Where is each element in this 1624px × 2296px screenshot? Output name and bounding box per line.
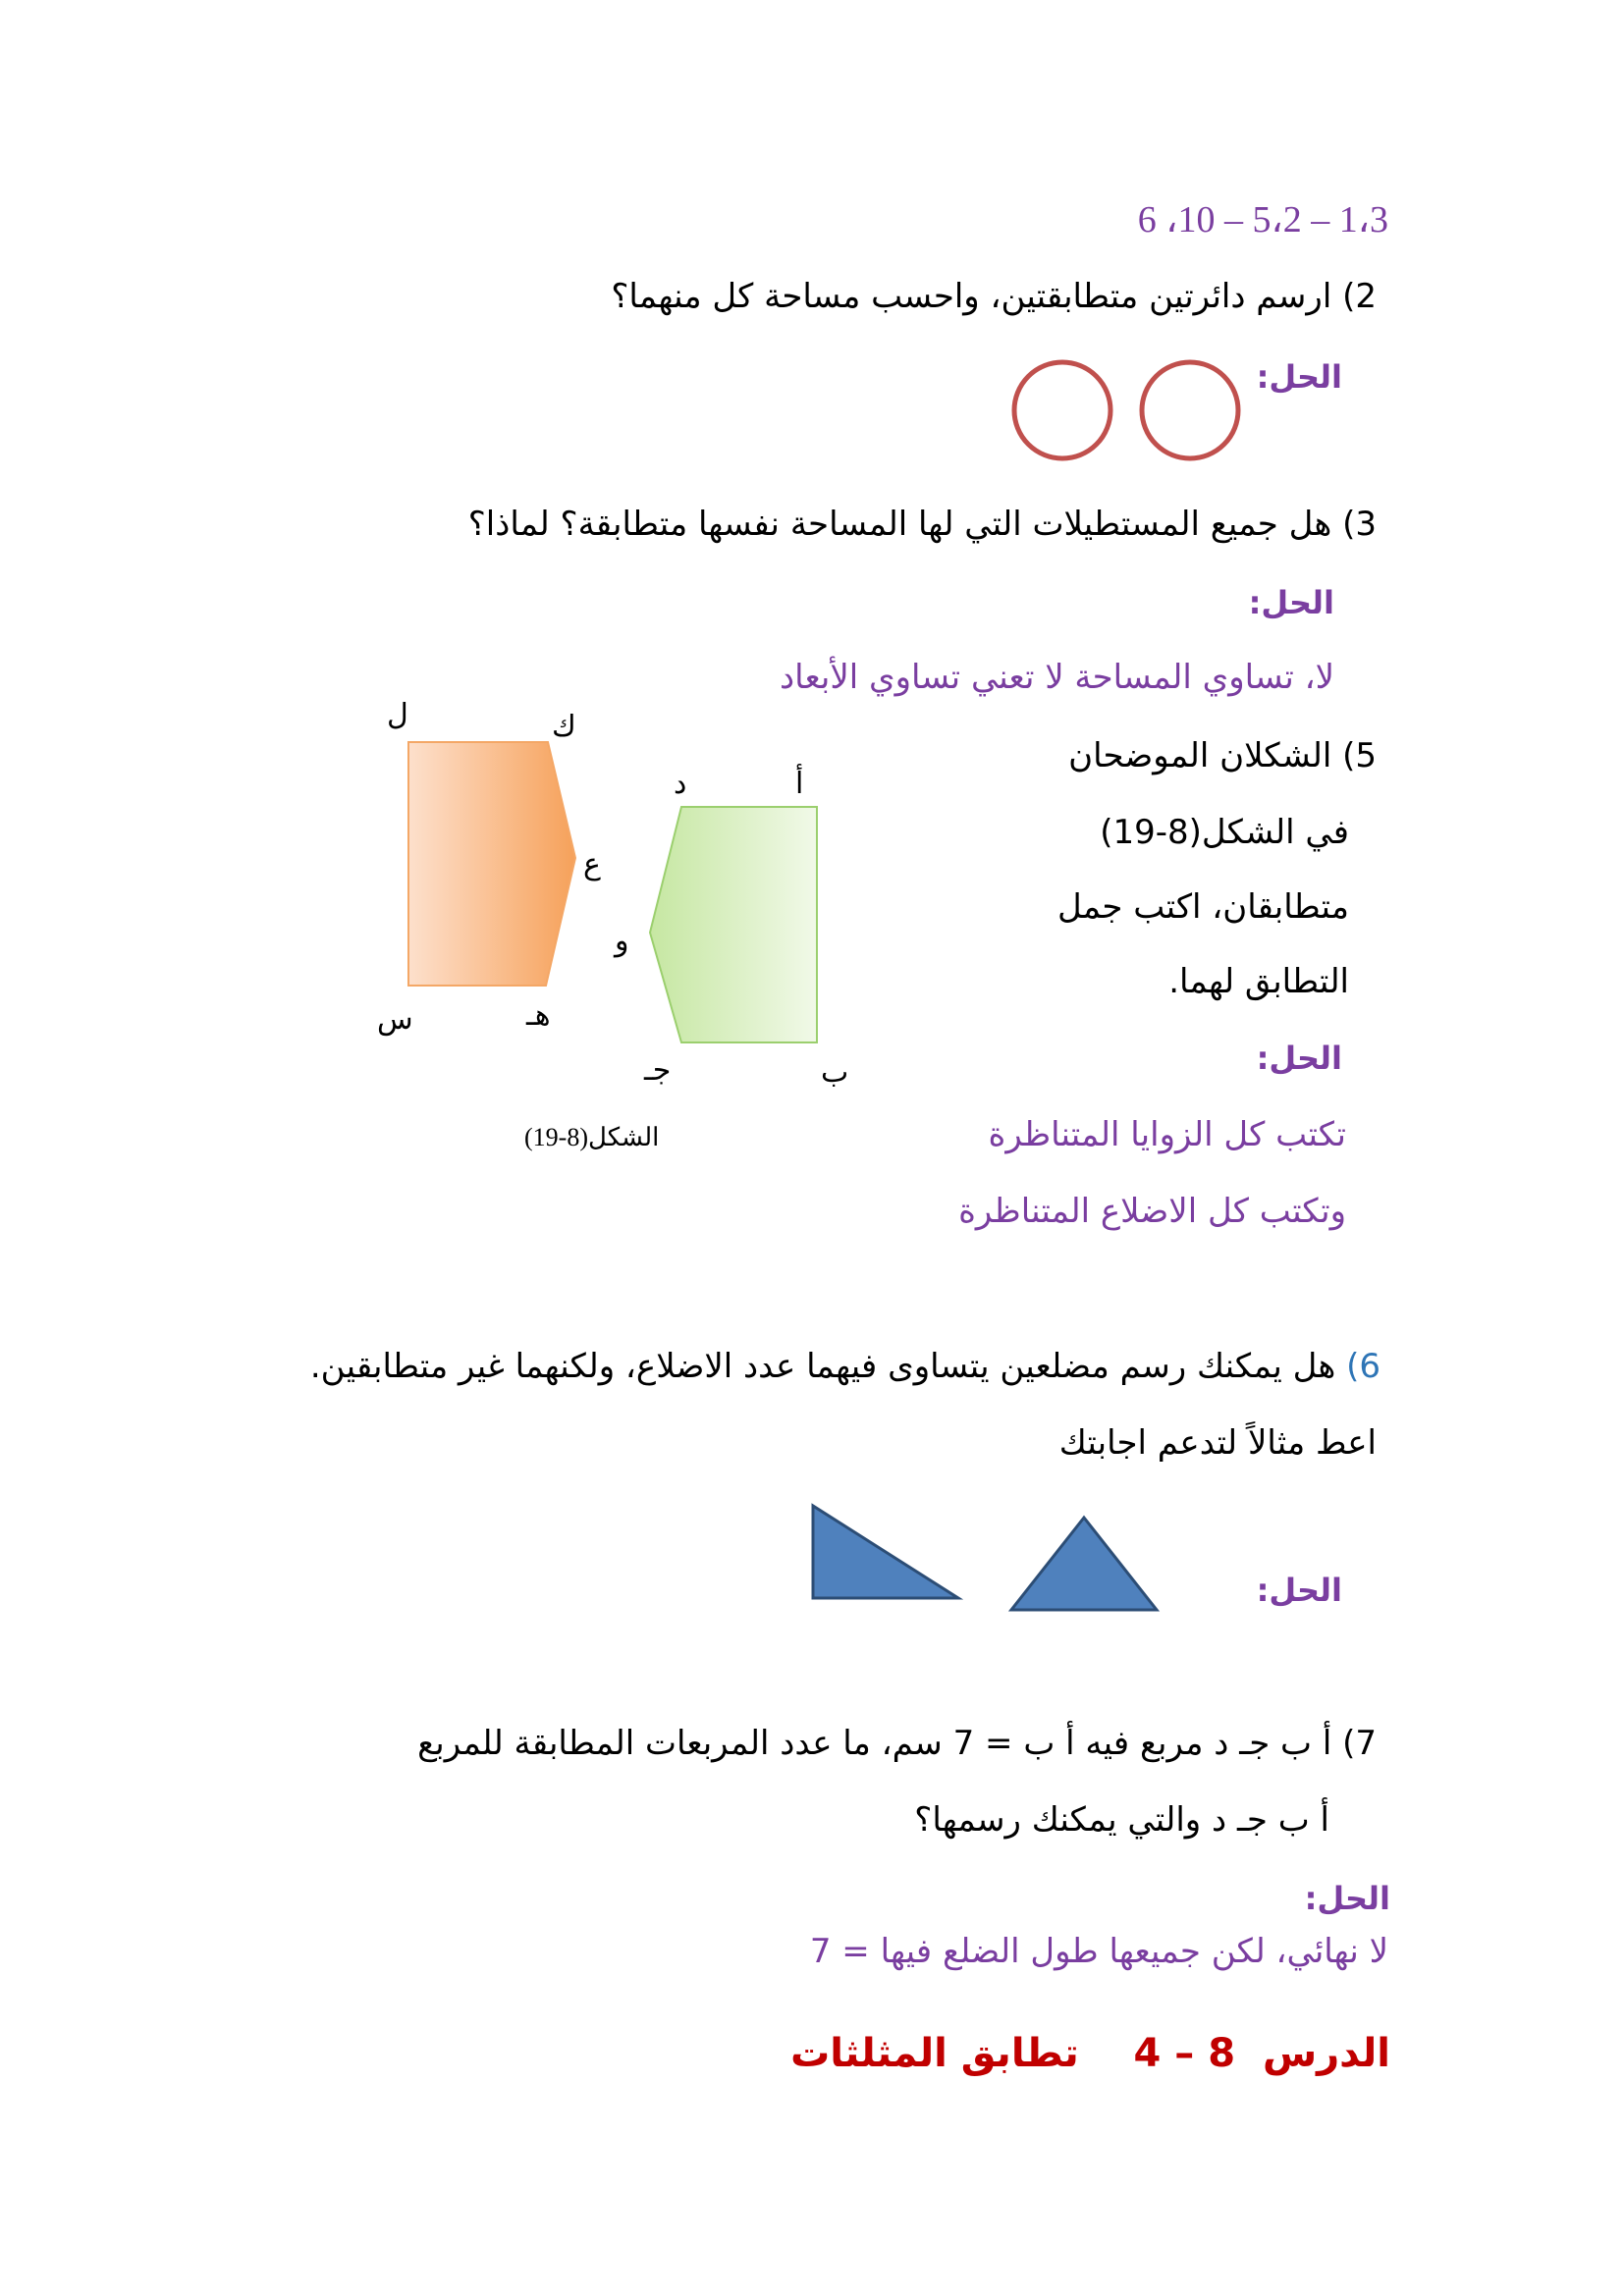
solution-label: الحل: bbox=[1248, 584, 1334, 621]
vertex-label-b: ب bbox=[821, 1055, 849, 1090]
question-number: 6) bbox=[1346, 1347, 1380, 1386]
lesson-title: تطابق المثلثات bbox=[790, 2031, 1079, 2076]
vertex-label-h: هـ bbox=[526, 998, 551, 1033]
question-text: هل يمكنك رسم مضلعين يتساوى فيهما عدد الاضلاع، ولكنهما غير متطابقين. bbox=[309, 1347, 1336, 1386]
vertex-label-ain: ع bbox=[583, 847, 601, 881]
question-text: ارسم دائرتين متطابقتين، واحسب مساحة كل منهما؟ bbox=[611, 277, 1332, 316]
figure-caption: الشكل(8-19) bbox=[524, 1123, 660, 1151]
question-5-line-3: متطابقان، اكتب جمل bbox=[1056, 887, 1349, 927]
solution-label: الحل: bbox=[1304, 1880, 1390, 1917]
answer-3: لا، تساوي المساحة لا تعني تساوي الأبعاد bbox=[779, 658, 1334, 697]
lesson-label: الدرس bbox=[1262, 2031, 1390, 2076]
vertex-label-a: أ bbox=[795, 767, 804, 801]
question-6-line-2: اعط مثالاً لتدعم اجابتك bbox=[1058, 1423, 1377, 1463]
solution-label: الحل: bbox=[1256, 1572, 1342, 1609]
answer-5-line-2: وتكتب كل الاضلاع المتناظرة bbox=[958, 1192, 1346, 1231]
question-5-line-4: التطابق لهما. bbox=[1168, 962, 1349, 1001]
question-number: 2) bbox=[1342, 277, 1377, 316]
question-text: هل جميع المستطيلات التي لها المساحة نفسها متطابقة؟ لماذا؟ bbox=[467, 505, 1332, 544]
vertex-label-d: د bbox=[674, 767, 687, 801]
question-number: 5) bbox=[1342, 736, 1377, 775]
vertex-label-l: ل bbox=[387, 698, 408, 732]
question-7-line-2: أ ب جـ د والتي يمكنك رسمها؟ bbox=[914, 1800, 1329, 1840]
circle-right bbox=[1142, 362, 1238, 458]
answer-7: لا نهائي، لكن جميعها طول الضلع فيها = 7 bbox=[809, 1932, 1388, 1971]
question-text: الشكلان الموضحان bbox=[1068, 736, 1332, 775]
question-5-line-2: في الشكل(8-19) bbox=[1100, 813, 1349, 852]
solution-label: الحل: bbox=[1256, 358, 1342, 396]
green-hexagon bbox=[650, 807, 817, 1042]
solution-label: الحل: bbox=[1256, 1040, 1342, 1077]
question-text: أ ب جـ د مربع فيه أ ب = 7 سم، ما عدد المربعات المطابقة للمربع bbox=[417, 1724, 1332, 1763]
right-triangle bbox=[813, 1506, 958, 1598]
vertex-label-j: جـ bbox=[644, 1053, 672, 1088]
isosceles-triangle bbox=[1011, 1518, 1157, 1610]
answer-5-line-1: تكتب كل الزوايا المتناظرة bbox=[988, 1115, 1346, 1154]
previous-answer: 6 ،10 – 5،2 – 1،3 bbox=[1137, 199, 1388, 240]
circle-left bbox=[1014, 362, 1110, 458]
orange-hexagon bbox=[408, 742, 575, 986]
question-number: 3) bbox=[1342, 505, 1377, 544]
question-number: 7) bbox=[1342, 1724, 1377, 1763]
vertex-label-k: ك bbox=[552, 710, 576, 744]
vertex-label-s: س bbox=[377, 1002, 413, 1037]
vertex-label-w: و bbox=[615, 924, 629, 958]
lesson-number: 8 – 4 bbox=[1133, 2031, 1236, 2076]
